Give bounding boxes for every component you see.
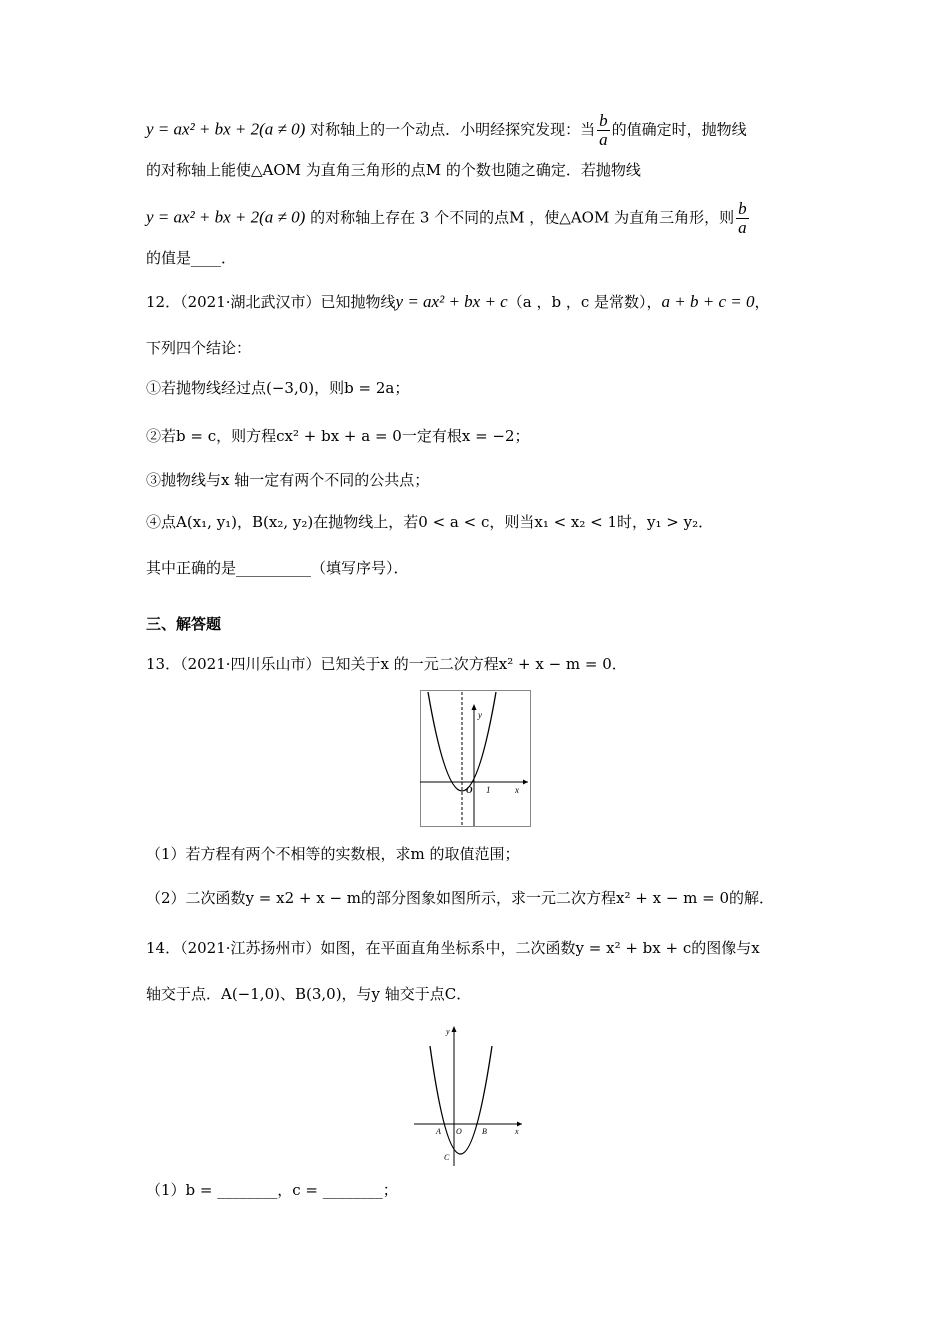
q14-parabola-graph	[412, 1022, 526, 1168]
q13-y-axis-arrow	[472, 704, 477, 710]
q14-label-b: B	[482, 1127, 487, 1136]
q11-text-1b: 的值确定时，抛物线	[611, 120, 747, 139]
q12-constants-note: （a ，b ，c 是常数），	[507, 293, 662, 311]
q13-stem: 13．（2021·四川乐山市）已知关于x 的一元二次方程x² + x − m = 0．	[146, 655, 627, 673]
q13-label-x: x	[515, 785, 519, 795]
q12-stem-line-1	[146, 290, 769, 314]
q13-x-axis-arrow	[523, 780, 528, 785]
q13-part-2: （2）二次函数y = x2 + x − m的部分图象如图所示，求一元二次方程x² + x − m = 0的解．	[146, 889, 775, 907]
q12-answer-line: 其中正确的是__________（填写序号）．	[146, 559, 409, 577]
q13-parabola-graph	[420, 690, 532, 828]
q13-part-1: （1）若方程有两个不相等的实数根，求m 的取值范围；	[146, 845, 520, 863]
q14-part-1: （1）b = ________，c = ________；	[146, 1181, 398, 1199]
q14-x-axis-arrow	[517, 1122, 522, 1127]
q12-conclusion-1: ①若抛物线经过点(−3,0)，则b = 2a；	[146, 379, 410, 397]
q11-fraction-1: $\frac{b}{a}$	[599, 111, 608, 149]
q14-label-origin: O	[456, 1127, 462, 1136]
q14-parabola-curve	[430, 1046, 492, 1154]
q11-line-1	[146, 112, 747, 149]
q13-label-y: y	[478, 710, 482, 720]
q13-graph-frame	[421, 691, 531, 827]
q14-stem-line-2: 轴交于点．A(−1,0)、B(3,0)，与y 轴交于点C．	[146, 985, 472, 1003]
q13-label-one: 1	[486, 785, 491, 795]
q12-formula: y = ax² + bx + c	[395, 292, 508, 311]
q12-comma: ，	[754, 293, 770, 311]
q13-label-origin: O	[466, 785, 473, 795]
q13-parabola-curve	[428, 692, 496, 791]
q14-label-c: C	[444, 1153, 450, 1162]
q11-line-2: 的对称轴上能使△AOM 为直角三角形的点M 的个数也随之确定．若抛物线	[146, 161, 641, 179]
q14-y-axis-arrow	[452, 1026, 457, 1032]
q11-fraction-2: $\frac{b}{a}$	[738, 199, 747, 237]
section-heading: 三、解答题	[146, 615, 222, 633]
q11-text-1: 对称轴上的一个动点．小明经探究发现：当	[310, 120, 596, 139]
q11-formula-3: y = ax² + bx + 2(a ≠ 0)	[146, 207, 306, 227]
q14-label-y: y	[446, 1027, 450, 1036]
q11-text-3: 的对称轴上存在 3 个不同的点M ，使△AOM 为直角三角形，则	[310, 208, 735, 227]
q12-conclusion-3: ③抛物线与x 轴一定有两个不同的公共点；	[146, 471, 430, 489]
q14-stem-line-1: 14．（2021·江苏扬州市）如图，在平面直角坐标系中，二次函数y = x² + bx + c的图像与x	[146, 939, 760, 957]
q14-label-a: A	[436, 1127, 441, 1136]
q12-conclusion-2: ②若b = c，则方程cx² + bx + a = 0一定有根x = −2；	[146, 427, 530, 445]
q11-answer-line: 的值是____．	[146, 249, 237, 267]
q11-line-3	[146, 200, 751, 237]
q12-prefix: 12．（2021·湖北武汉市）已知抛物线	[146, 293, 396, 311]
q12-stem-line-2: 下列四个结论：	[146, 339, 252, 357]
q12-conclusion-4: ④点A(x₁, y₁)，B(x₂, y₂)在抛物线上，若0 < a < c，则当x₁ < x₂ < 1时，y₁ > y₂．	[146, 513, 714, 531]
q14-label-x: x	[515, 1127, 519, 1136]
q11-formula-1: y = ax² + bx + 2(a ≠ 0)	[146, 119, 306, 139]
q12-condition: a + b + c = 0	[661, 292, 755, 311]
